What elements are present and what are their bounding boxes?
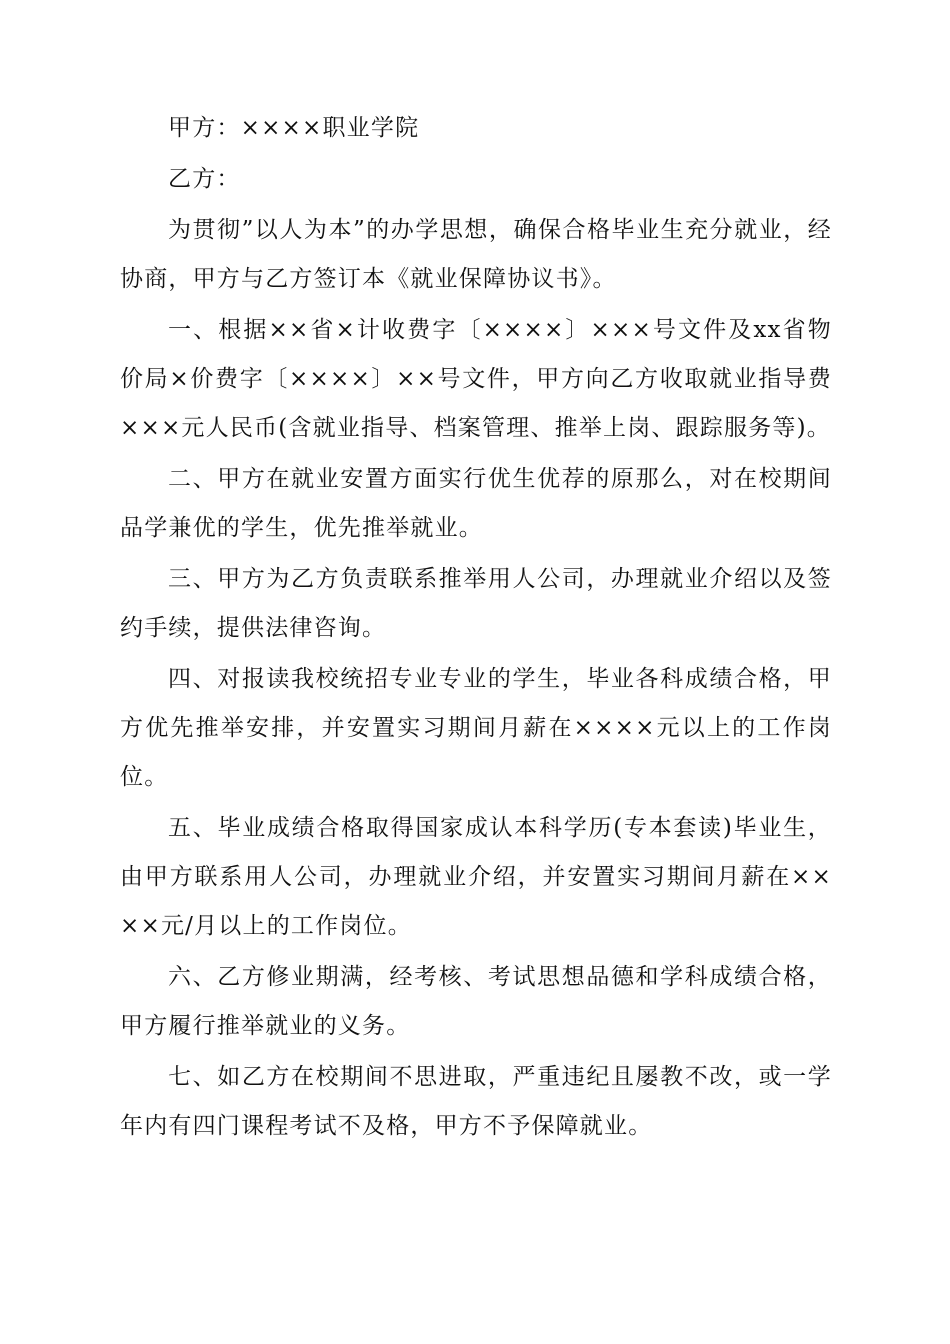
party-b-line: 乙方： xyxy=(168,166,241,192)
paragraph-clause-1: 一、根据××省×计收费字〔××××〕×××号文件及xx省物价局×价费字〔××××〕××号文件，甲方向乙方收取就业指导费×××元人民币(含就业指导、档案管理、推举上岗、跟踪服务等)。 xyxy=(120,317,832,441)
paragraph-clause-2: 二、甲方在就业安置方面实行优生优荐的原那么，对在校期间品学兼优的学生，优先推举就业。 xyxy=(120,466,832,541)
paragraph-clause-7: 七、如乙方在校期间不思进取，严重违纪且屡教不改，或一学年内有四门课程考试不及格，甲方不予保障就业。 xyxy=(120,1064,832,1139)
paragraph-clause-5: 五、毕业成绩合格取得国家成认本科学历(专本套读)毕业生，由甲方联系用人公司，办理就业介绍，并安置实习期间月薪在××××元/月以上的工作岗位。 xyxy=(120,815,832,939)
paragraph-clause-4: 四、对报读我校统招专业专业的学生，毕业各科成绩合格，甲方优先推举安排，并安置实习期间月薪在××××元以上的工作岗位。 xyxy=(120,666,832,790)
paragraph-clause-3: 三、甲方为乙方负责联系推举用人公司，办理就业介绍以及签约手续，提供法律咨询。 xyxy=(120,566,832,641)
document-body xyxy=(120,104,832,1153)
paragraph-preamble: 为贯彻”以人为本”的办学思想，确保合格毕业生充分就业，经协商，甲方与乙方签订本《就业保障协议书》。 xyxy=(120,217,832,292)
party-a-line: 甲方：××××职业学院 xyxy=(168,115,420,141)
paragraph-clause-6: 六、乙方修业期满，经考核、考试思想品德和学科成绩合格，甲方履行推举就业的义务。 xyxy=(120,964,832,1039)
